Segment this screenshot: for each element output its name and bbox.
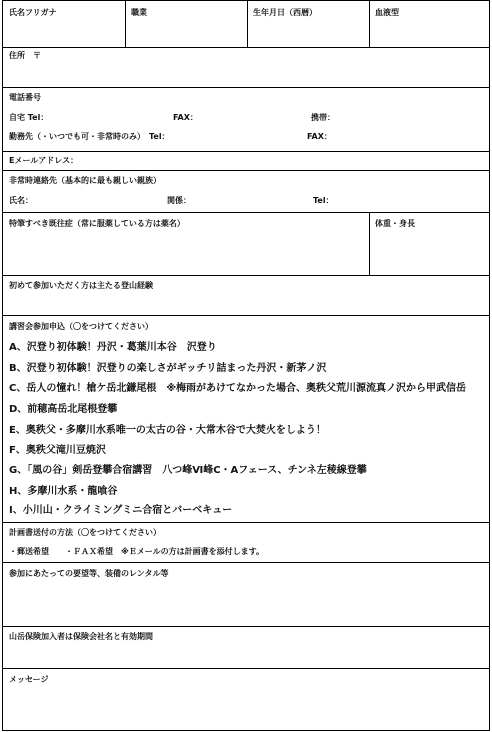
divider bbox=[3, 626, 489, 627]
course-item: A、沢登り初体験！丹沢・葛葉川本谷 沢登り bbox=[9, 342, 217, 353]
emergency-tel-label: Tel： bbox=[313, 196, 334, 205]
divider bbox=[3, 315, 489, 316]
emergency-name-label: 氏名： bbox=[9, 196, 33, 205]
mobile-label: 携帯： bbox=[311, 113, 335, 122]
emergency-relation-label: 関係： bbox=[167, 196, 191, 205]
blood-type-label: 血液型 bbox=[375, 8, 399, 17]
divider bbox=[3, 170, 489, 171]
divider bbox=[3, 87, 489, 88]
climbing-experience-label: 初めて参加いただく方は主たる登山経験 bbox=[9, 281, 153, 290]
plan-delivery-title: 計画書送付の方法（〇をつけてください） bbox=[9, 528, 161, 537]
occupation-label: 職業 bbox=[131, 8, 147, 17]
medical-history-label: 特筆すべき既往症（常に服薬している方は薬名） bbox=[9, 219, 185, 228]
course-application-title: 講習会参加申込（〇をつけてください） bbox=[9, 322, 153, 331]
weight-height-label: 体重・身長 bbox=[375, 219, 415, 228]
insurance-label: 山岳保険加入者は保険会社名と有効期間 bbox=[9, 632, 153, 641]
course-item: I、小川山・クライミングミニ合宿とバーベキュー bbox=[9, 505, 233, 516]
application-form bbox=[2, 0, 490, 731]
course-item: H、多摩川水系・龍喰谷 bbox=[9, 486, 118, 497]
phone-section-title: 電話番号 bbox=[9, 93, 41, 102]
work-tel-label: 勤務先（・いつでも可・非常時のみ） Tel： bbox=[9, 132, 170, 141]
divider bbox=[3, 47, 489, 48]
divider bbox=[3, 212, 489, 213]
plan-delivery-options: ・郵送希望 ・ＦＡＸ希望 ※Ｅメールの方は計画書を添付します。 bbox=[9, 547, 264, 556]
home-tel-label: 自宅 Tel： bbox=[9, 113, 49, 122]
course-item: D、前穂高岳北尾根登攀 bbox=[9, 404, 118, 415]
divider bbox=[3, 275, 489, 276]
divider bbox=[3, 151, 489, 152]
course-item: C、岳人の憧れ！槍ケ岳北鎌尾根 ※梅雨があけてなかった場合、奥秩父荒川源流真ノ沢から甲武信岳 bbox=[9, 383, 467, 394]
divider bbox=[125, 1, 126, 47]
course-item: B、沢登り初体験！沢登りの楽しさがギッチリ詰まった丹沢・新茅ノ沢 bbox=[9, 363, 327, 374]
divider bbox=[3, 668, 489, 669]
emergency-contact-title: 非常時連絡先（基本的に最も親しい親族） bbox=[9, 176, 161, 185]
email-label: Eメールアドレス： bbox=[9, 156, 79, 165]
divider bbox=[369, 1, 370, 47]
message-label: メッセージ bbox=[9, 675, 49, 684]
divider bbox=[3, 562, 489, 563]
course-item: F、奥秩父滝川豆焼沢 bbox=[9, 445, 106, 456]
divider bbox=[3, 522, 489, 523]
name-kana-label: 氏名フリガナ bbox=[9, 8, 57, 17]
work-fax-label: FAX： bbox=[307, 132, 332, 141]
requests-label: 参加にあたっての要望等、装備のレンタル等 bbox=[9, 569, 169, 578]
address-label: 住所 〒 bbox=[9, 51, 41, 60]
fax-label: FAX： bbox=[173, 113, 198, 122]
course-item: E、奥秩父・多摩川水系唯一の太古の谷・大常木谷で大焚火をしよう！ bbox=[9, 425, 326, 436]
course-item: G、「風の谷」剣岳登攀合宿講習 八つ峰Ⅵ峰C・Aフェース、チンネ左稜線登攀 bbox=[9, 465, 367, 476]
divider bbox=[247, 1, 248, 47]
divider bbox=[369, 212, 370, 275]
birthdate-label: 生年月日（西暦） bbox=[253, 8, 317, 17]
